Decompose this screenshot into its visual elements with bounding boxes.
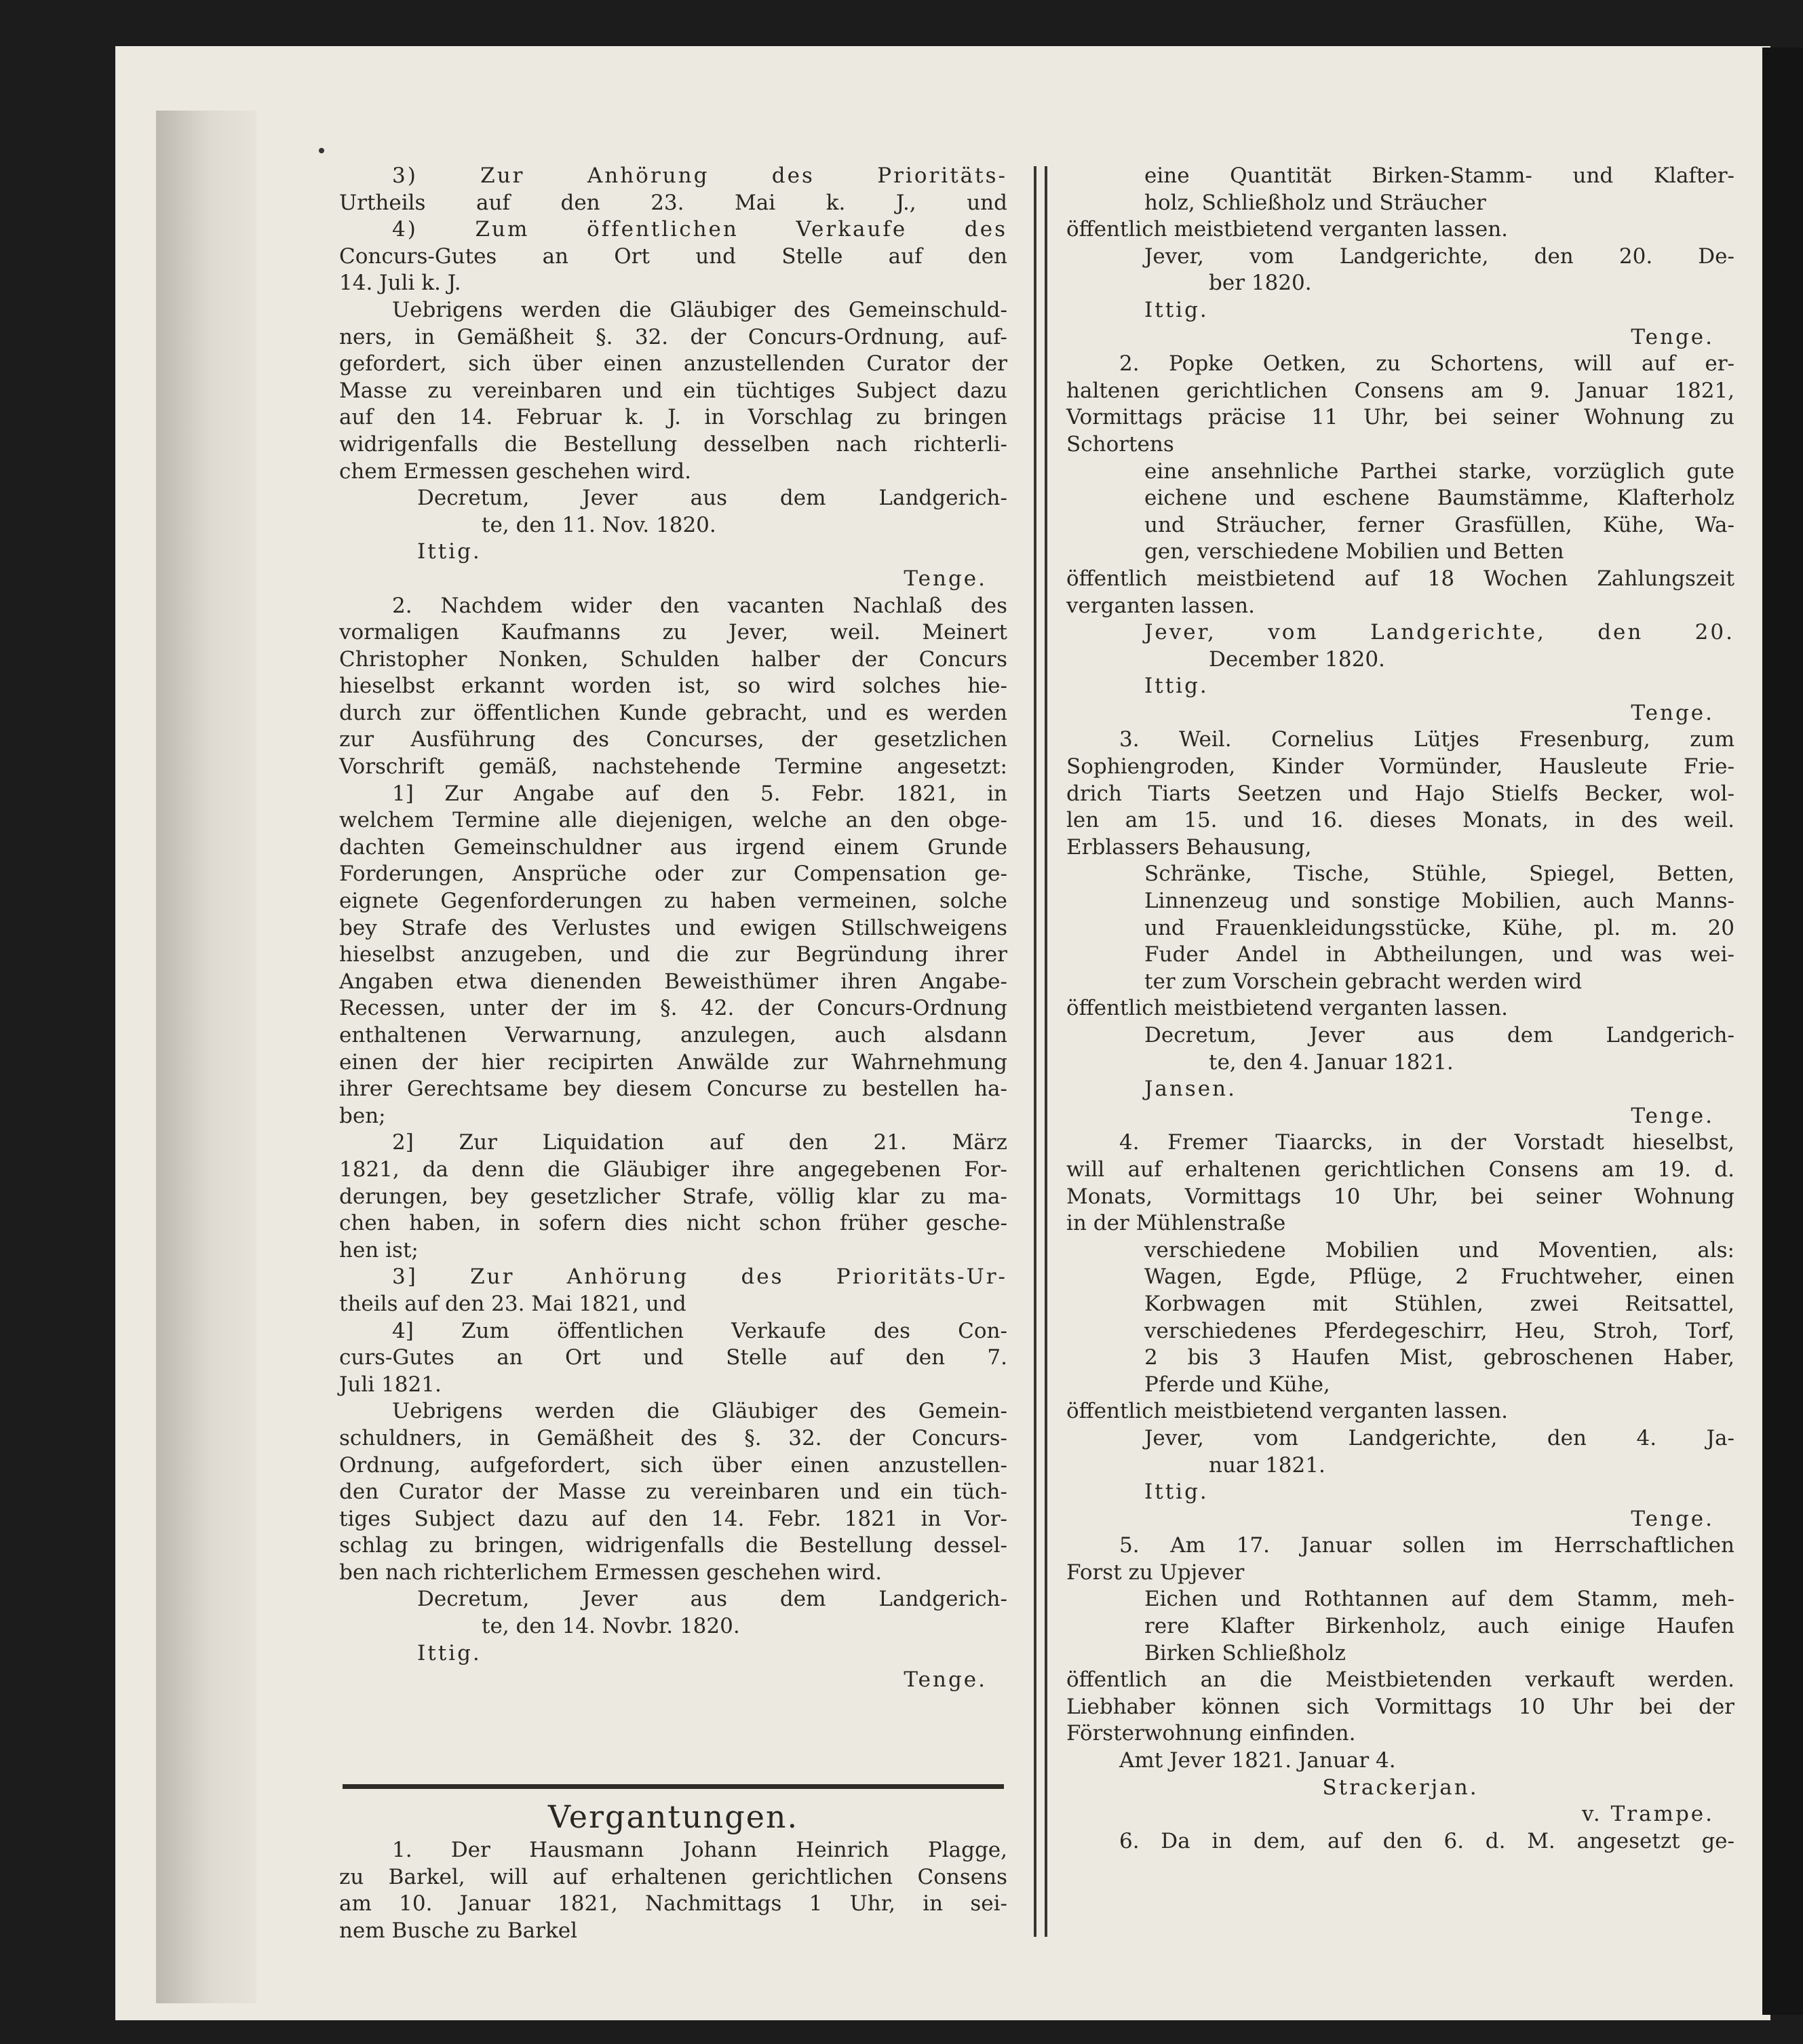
text-line: schlag zu bringen, widrigenfalls die Bestellung dessel- bbox=[339, 1533, 1007, 1558]
text-line: Pferde und Kühe, bbox=[1144, 1372, 1330, 1397]
text-line: 2 bis 3 Haufen Mist, gebroschenen Haber, bbox=[1144, 1345, 1734, 1370]
right-column-text bbox=[1066, 163, 1734, 1855]
text-line: v. Trampe. bbox=[1582, 1802, 1714, 1827]
text-line: durch zur öffentlichen Kunde gebracht, und es werden bbox=[339, 700, 1007, 725]
text-line: am 10. Januar 1821, Nachmittags 1 Uhr, in sei- bbox=[339, 1891, 1007, 1916]
vergantungen-text bbox=[339, 1837, 1007, 1944]
text-line: 4. Fremer Tiaarcks, in der Vorstadt hieselbst, bbox=[1119, 1130, 1734, 1155]
text-line: 14. Juli k. J. bbox=[339, 271, 461, 296]
text-line: drich Tiarts Seetzen und Hajo Stielfs Becker, wol- bbox=[1066, 781, 1734, 806]
text-line: Ittig. bbox=[1144, 674, 1209, 699]
text-line: theils auf den 23. Mai 1821, und bbox=[339, 1291, 686, 1316]
text-line: Tenge. bbox=[1631, 700, 1714, 725]
text-line: eine ansehnliche Parthei starke, vorzüglich gute bbox=[1144, 459, 1734, 484]
text-line: nuar 1821. bbox=[1209, 1452, 1325, 1478]
text-line: Decretum, Jever aus dem Landgerich- bbox=[1144, 1023, 1734, 1047]
text-line: widrigenfalls die Bestellung desselben nach richterli- bbox=[339, 431, 1007, 457]
vergantungen-section bbox=[339, 1792, 1007, 1944]
text-line: Erblassers Behausung, bbox=[1066, 834, 1312, 860]
text-line: den Curator der Masse zu vereinbaren und ein tüch- bbox=[339, 1480, 1007, 1505]
text-line: Uebrigens werden die Gläubiger des Gemein- bbox=[392, 1399, 1007, 1424]
text-line: len am 15. und 16. dieses Monats, in des weil. bbox=[1066, 808, 1734, 833]
text-line: öffentlich meistbietend verganten lassen. bbox=[1066, 1399, 1509, 1424]
text-line: Eichen und Rothtannen auf dem Stamm, meh- bbox=[1144, 1587, 1734, 1612]
text-line: 5. Am 17. Januar sollen im Herrschaftlichen bbox=[1119, 1533, 1734, 1558]
text-line: 3) Zur Anhörung des Prioritäts- bbox=[392, 163, 1007, 188]
text-line: in der Mühlenstraße bbox=[1066, 1211, 1286, 1236]
text-line: Birken Schließholz bbox=[1144, 1640, 1346, 1665]
text-line: Angaben etwa dienenden Beweisthümer ihren Angabe- bbox=[339, 969, 1007, 994]
text-line: Fuder Andel in Abtheilungen, und was wei- bbox=[1144, 942, 1734, 967]
text-line: 1. Der Hausmann Johann Heinrich Plagge, bbox=[392, 1838, 1007, 1862]
text-line: Concurs-Gutes an Ort und Stelle auf den bbox=[339, 244, 1007, 269]
text-line: Recessen, unter der im §. 42. der Concurs-Ordnung bbox=[339, 996, 1007, 1021]
text-line: Försterwohnung einfinden. bbox=[1066, 1721, 1356, 1746]
text-line: 3. Weil. Cornelius Lütjes Fresenburg, zum bbox=[1119, 727, 1734, 752]
right-column bbox=[1066, 163, 1734, 1855]
text-line: verschiedenes Pferdegeschirr, Heu, Stroh, Torf, bbox=[1144, 1318, 1734, 1343]
text-line: auf den 14. Februar k. J. in Vorschlag zu bringen bbox=[339, 405, 1007, 430]
text-line: te, den 4. Januar 1821. bbox=[1209, 1049, 1454, 1075]
text-line: Wagen, Egde, Pflüge, 2 Fruchtweher, einen bbox=[1144, 1265, 1734, 1290]
text-line: Jansen. bbox=[1144, 1077, 1237, 1102]
text-line: Urtheils auf den 23. Mai k. J., und bbox=[339, 190, 1007, 215]
page-binding-edge bbox=[156, 111, 256, 2003]
text-line: Liebhaber können sich Vormittags 10 Uhr bei der bbox=[1066, 1694, 1734, 1719]
text-line: Vormittags präcise 11 Uhr, bei seiner Wohnung zu bbox=[1066, 405, 1734, 430]
text-line: öffentlich meistbietend verganten lassen. bbox=[1066, 217, 1509, 242]
text-line: Amt Jever 1821. Januar 4. bbox=[1119, 1748, 1396, 1773]
text-line: 2. Nachdem wider den vacanten Nachlaß des bbox=[392, 593, 1007, 618]
text-line: hieselbst anzugeben, und die zur Begründung ihrer bbox=[339, 942, 1007, 967]
text-line: Christopher Nonken, Schulden halber der Concurs bbox=[339, 647, 1007, 672]
text-line: 3] Zur Anhörung des Prioritäts-Ur- bbox=[392, 1265, 1007, 1290]
text-line: öffentlich meistbietend auf 18 Wochen Zahlungszeit bbox=[1066, 566, 1734, 591]
scan-border bbox=[1762, 47, 1803, 2015]
text-line: zu Barkel, will auf erhaltenen gerichtlichen Consens bbox=[339, 1864, 1007, 1889]
text-line: Vorschrift gemäß, nachstehende Termine angesetzt: bbox=[339, 754, 1007, 779]
text-line: Korbwagen mit Stühlen, zwei Reitsattel, bbox=[1144, 1291, 1734, 1316]
text-line: gen, verschiedene Mobilien und Betten bbox=[1144, 539, 1564, 564]
text-line: ihrer Gerechtsame bey diesem Concurse zu bestellen ha- bbox=[339, 1077, 1007, 1102]
text-line: haltenen gerichtlichen Consens am 9. Januar 1821, bbox=[1066, 378, 1734, 403]
text-line: einen der hier recipirten Anwälde zur Wahrnehmung bbox=[339, 1049, 1007, 1075]
text-line: Decretum, Jever aus dem Landgerich- bbox=[417, 1587, 1007, 1612]
text-line: Jever, vom Landgerichte, den 4. Ja- bbox=[1144, 1425, 1734, 1450]
text-line: vormaligen Kaufmanns zu Jever, weil. Meinert bbox=[339, 620, 1007, 645]
text-line: Ittig. bbox=[417, 1640, 482, 1665]
text-line: Uebrigens werden die Gläubiger des Gemeinschuld- bbox=[392, 297, 1007, 322]
text-line: 1] Zur Angabe auf den 5. Febr. 1821, in bbox=[392, 781, 1007, 806]
text-line: Tenge. bbox=[1631, 1103, 1714, 1128]
text-line: 4] Zum öffentlichen Verkaufe des Con- bbox=[392, 1318, 1007, 1343]
text-line: Decretum, Jever aus dem Landgerich- bbox=[417, 486, 1007, 511]
text-line: te, den 14. Novbr. 1820. bbox=[482, 1614, 740, 1639]
text-line: Linnenzeug und sonstige Mobilien, auch Manns- bbox=[1144, 889, 1734, 914]
text-line: derungen, bey gesetzlicher Strafe, völlig klar zu ma- bbox=[339, 1184, 1007, 1209]
left-column-text bbox=[339, 163, 1007, 1694]
text-line: zur Ausführung des Concurses, der gesetzlichen bbox=[339, 727, 1007, 752]
text-line: 2] Zur Liquidation auf den 21. März bbox=[392, 1130, 1007, 1155]
text-line: ben; bbox=[339, 1103, 386, 1128]
text-line: te, den 11. Nov. 1820. bbox=[482, 512, 716, 537]
text-line: December 1820. bbox=[1209, 647, 1385, 672]
text-line: 4) Zum öffentlichen Verkaufe des bbox=[392, 217, 1007, 242]
text-line: nem Busche zu Barkel bbox=[339, 1918, 578, 1943]
column-divider bbox=[1034, 166, 1047, 1937]
section-rule bbox=[343, 1784, 1004, 1789]
text-line: will auf erhaltenen gerichtlichen Consens am 19. d. bbox=[1066, 1157, 1734, 1182]
text-line: bey Strafe des Verlustes und ewigen Stillschweigens bbox=[339, 915, 1007, 940]
text-line: holz, Schließholz und Sträucher bbox=[1144, 190, 1486, 215]
text-line: enthaltenen Verwarnung, anzulegen, auch alsdann bbox=[339, 1023, 1007, 1047]
text-line: Masse zu vereinbaren und ein tüchtiges Subject dazu bbox=[339, 378, 1007, 403]
text-line: verschiedene Mobilien und Moventien, als: bbox=[1144, 1237, 1734, 1262]
text-line: eichene und eschene Baumstämme, Klafterholz bbox=[1144, 486, 1734, 511]
text-line: 6. Da in dem, auf den 6. d. M. angesetzt ge- bbox=[1119, 1828, 1734, 1853]
text-line: 2. Popke Oetken, zu Schortens, will auf er- bbox=[1119, 351, 1734, 377]
text-line: Sophiengroden, Kinder Vormünder, Hausleute Frie- bbox=[1066, 754, 1734, 779]
text-line: Jever, vom Landgerichte, den 20. De- bbox=[1144, 244, 1734, 269]
text-line: Tenge. bbox=[904, 1667, 987, 1693]
text-line: Jever, vom Landgerichte, den 20. bbox=[1144, 620, 1734, 645]
text-line: curs-Gutes an Ort und Stelle auf den 7. bbox=[339, 1345, 1007, 1370]
text-line: 1821, da denn die Gläubiger ihre angegebenen For- bbox=[339, 1157, 1007, 1182]
text-line: Juli 1821. bbox=[339, 1372, 442, 1397]
text-line: Strackerjan. bbox=[1322, 1775, 1479, 1800]
text-line: ben nach richterlichem Ermessen geschehen wird. bbox=[339, 1560, 883, 1585]
text-line: ber 1820. bbox=[1209, 271, 1312, 296]
left-column bbox=[339, 163, 1007, 1694]
text-line: und Sträucher, ferner Grasfüllen, Kühe, Wa- bbox=[1144, 512, 1734, 537]
text-line: Tenge. bbox=[1631, 324, 1714, 349]
text-line: chem Ermessen geschehen wird. bbox=[339, 459, 691, 484]
text-line: schuldners, in Gemäßheit des §. 32. der Concurs- bbox=[339, 1425, 1007, 1450]
text-line: verganten lassen. bbox=[1066, 593, 1255, 618]
text-line: gefordert, sich über einen anzustellenden Curator der bbox=[339, 351, 1007, 377]
text-line: rere Klafter Birkenholz, auch einige Haufen bbox=[1144, 1614, 1734, 1639]
text-line: Ittig. bbox=[1144, 1480, 1209, 1505]
text-line: hieselbst erkannt worden ist, so wird solches hie- bbox=[339, 674, 1007, 699]
text-line: Forderungen, Ansprüche oder zur Compensation ge- bbox=[339, 862, 1007, 887]
text-line: tiges Subject dazu auf den 14. Febr. 1821 in Vor- bbox=[339, 1506, 1007, 1531]
section-heading: Vergantungen. bbox=[547, 1798, 799, 1835]
text-line: Ordnung, aufgefordert, sich über einen anzustellen- bbox=[339, 1452, 1007, 1478]
text-line: Schränke, Tische, Stühle, Spiegel, Betten, bbox=[1144, 862, 1734, 887]
text-line: Tenge. bbox=[1631, 1506, 1714, 1531]
text-line: dachten Gemeinschuldner aus irgend einem Grunde bbox=[339, 834, 1007, 860]
text-line: chen haben, in sofern dies nicht schon früher gesche- bbox=[339, 1211, 1007, 1236]
text-line: Ittig. bbox=[417, 539, 482, 564]
text-line: ners, in Gemäßheit §. 32. der Concurs-Ordnung, auf- bbox=[339, 324, 1007, 349]
text-line: Forst zu Upjever bbox=[1066, 1560, 1245, 1585]
text-line: ter zum Vorschein gebracht werden wird bbox=[1144, 969, 1583, 994]
text-line: Monats, Vormittags 10 Uhr, bei seiner Wohnung bbox=[1066, 1184, 1734, 1209]
text-line: eignete Gegenforderungen zu haben vermeinen, solche bbox=[339, 889, 1007, 914]
text-line: welchem Termine alle diejenigen, welche an den obge- bbox=[339, 808, 1007, 833]
text-line: hen ist; bbox=[339, 1237, 419, 1262]
text-line: Tenge. bbox=[904, 566, 987, 591]
text-line: eine Quantität Birken-Stamm- und Klafter- bbox=[1144, 163, 1734, 188]
text-line: öffentlich an die Meistbietenden verkauft werden. bbox=[1066, 1667, 1734, 1693]
text-line: Ittig. bbox=[1144, 297, 1209, 322]
text-line: öffentlich meistbietend verganten lassen. bbox=[1066, 996, 1509, 1021]
text-line: und Frauenkleidungsstücke, Kühe, pl. m. 20 bbox=[1144, 915, 1734, 940]
text-line: Schortens bbox=[1066, 431, 1174, 457]
ink-speck bbox=[319, 148, 324, 153]
